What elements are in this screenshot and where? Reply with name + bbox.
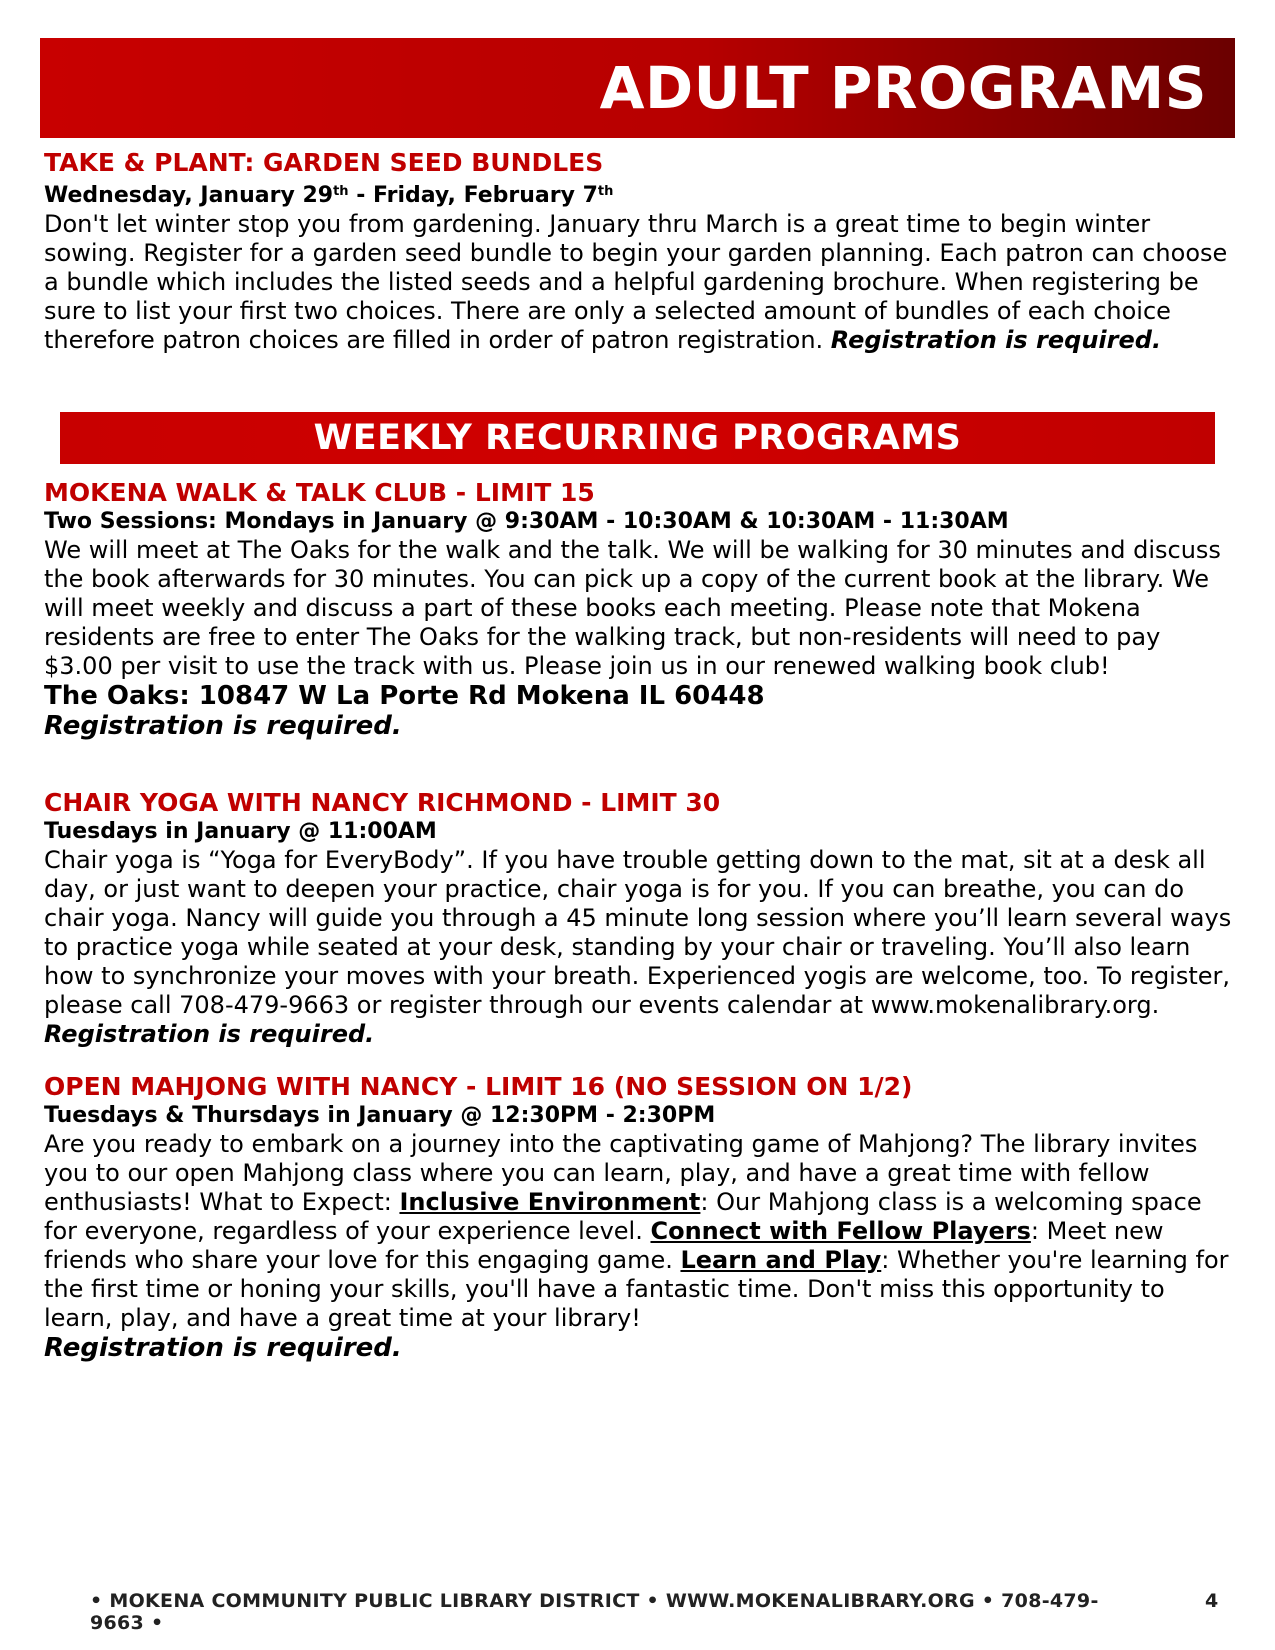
seed-date-start: Wednesday, January 29	[44, 183, 334, 208]
seed-bundles-section	[44, 148, 1234, 355]
yoga-registration-note: Registration is required.	[44, 1020, 375, 1048]
seed-title: TAKE & PLANT: GARDEN SEED BUNDLES	[44, 148, 604, 177]
mahjong-schedule: Tuesdays & Thursdays in January @ 12:30PM - 2:30PM	[44, 1103, 716, 1128]
footer-text: • MOKENA COMMUNITY PUBLIC LIBRARY DISTRICT • WWW.MOKENALIBRARY.ORG • 708-479-9663 •	[90, 1590, 1099, 1634]
mahjong-text-4: : Whether you're learning for the first time or honing your skills, you'll have a fantastic time. Don't miss this opportunity to learn, play, and have a great time at your library!	[44, 1246, 1229, 1332]
chair-yoga-section	[44, 788, 1234, 1049]
header-banner	[40, 38, 1235, 138]
mahjong-text-2: : Our Mahjong class is a welcoming space for everyone, regardless of your experience level.	[44, 1188, 1202, 1245]
walk-talk-section	[44, 478, 1234, 741]
mahjong-highlight-connect: Connect with Fellow Players	[650, 1217, 1031, 1245]
mahjong-text-3: : Meet new friends who share your love for this engaging game.	[44, 1217, 1164, 1274]
walk-location: The Oaks: 10847 W La Porte Rd Mokena IL 60448	[44, 681, 765, 711]
seed-body-text: Don't let winter stop you from gardening. January thru March is a great time to begin winter sowing. Register for a garden seed bundle to begin your garden planning. Each patron can choose a bundle which includes the listed seeds and a helpful gardening brochure. When registering be sure to list your first two choices. There are only a selected amount of bundles of each choice therefore patron choices are filled in order of patron registration.	[44, 210, 1228, 354]
seed-date-start-suffix: th	[333, 184, 349, 199]
mahjong-section	[44, 1072, 1234, 1363]
mahjong-highlight-learn: Learn and Play	[680, 1246, 882, 1274]
seed-dates	[44, 178, 1234, 210]
seed-date-end: - Friday, February 7	[348, 183, 598, 208]
page-number: 4	[1205, 1590, 1219, 1612]
page-title: ADULT PROGRAMS	[599, 54, 1207, 122]
mahjong-text-intro: Are you ready to embark on a journey into the captivating game of Mahjong? The library invites you to our open Mahjong class where you can learn, play, and have a great time with fellow enthusiasts! What to Expect:	[44, 1130, 1198, 1216]
walk-schedule: Two Sessions: Mondays in January @ 9:30AM - 10:30AM & 10:30AM - 11:30AM	[44, 509, 1009, 534]
seed-date-end-suffix: th	[597, 184, 614, 199]
walk-description: We will meet at The Oaks for the walk and the talk. We will be walking for 30 minutes and discuss the book afterwards for 30 minutes. You can pick up a copy of the current book at the library. We will meet weekly and discuss a part of these books each meeting. Please note that Mokena residents are free to enter The Oaks for the walking track, but non-residents will need to pay $3.00 per visit to use the track with us. Please join us in our renewed walking book club!	[44, 536, 1221, 680]
yoga-description	[44, 846, 1234, 1049]
yoga-schedule: Tuesdays in January @ 11:00AM	[44, 819, 437, 844]
mahjong-highlight-inclusive: Inclusive Environment	[399, 1188, 701, 1216]
walk-registration-note: Registration is required.	[44, 711, 402, 741]
yoga-body-text: Chair yoga is “Yoga for EveryBody”. If you have trouble getting down to the mat, sit at a desk all day, or just want to deepen your practice, chair yoga is for you. If you can breathe, you can do chair yoga. Nancy will guide you through a 45 minute long session where you’ll learn several ways to practice yoga while seated at your desk, standing by your chair or traveling. You’ll also learn how to synchronize your moves with your breath. Experienced yogis are welcome, too. To register, please call 708-479-9663 or register through our events calendar at www.mokenalibrary.org.	[44, 846, 1232, 1019]
mahjong-description	[44, 1130, 1234, 1333]
seed-registration-note: Registration is required.	[830, 326, 1162, 354]
walk-title: MOKENA WALK & TALK CLUB - LIMIT 15	[44, 478, 595, 507]
weekly-programs-title: WEEKLY RECURRING PROGRAMS	[313, 418, 962, 458]
mahjong-title: OPEN MAHJONG WITH NANCY - LIMIT 16 (NO SESSION ON 1/2)	[44, 1072, 913, 1101]
yoga-title: CHAIR YOGA WITH NANCY RICHMOND - LIMIT 30	[44, 788, 721, 817]
seed-description	[44, 210, 1234, 355]
weekly-programs-banner	[60, 412, 1215, 464]
mahjong-registration-note: Registration is required.	[44, 1333, 402, 1363]
